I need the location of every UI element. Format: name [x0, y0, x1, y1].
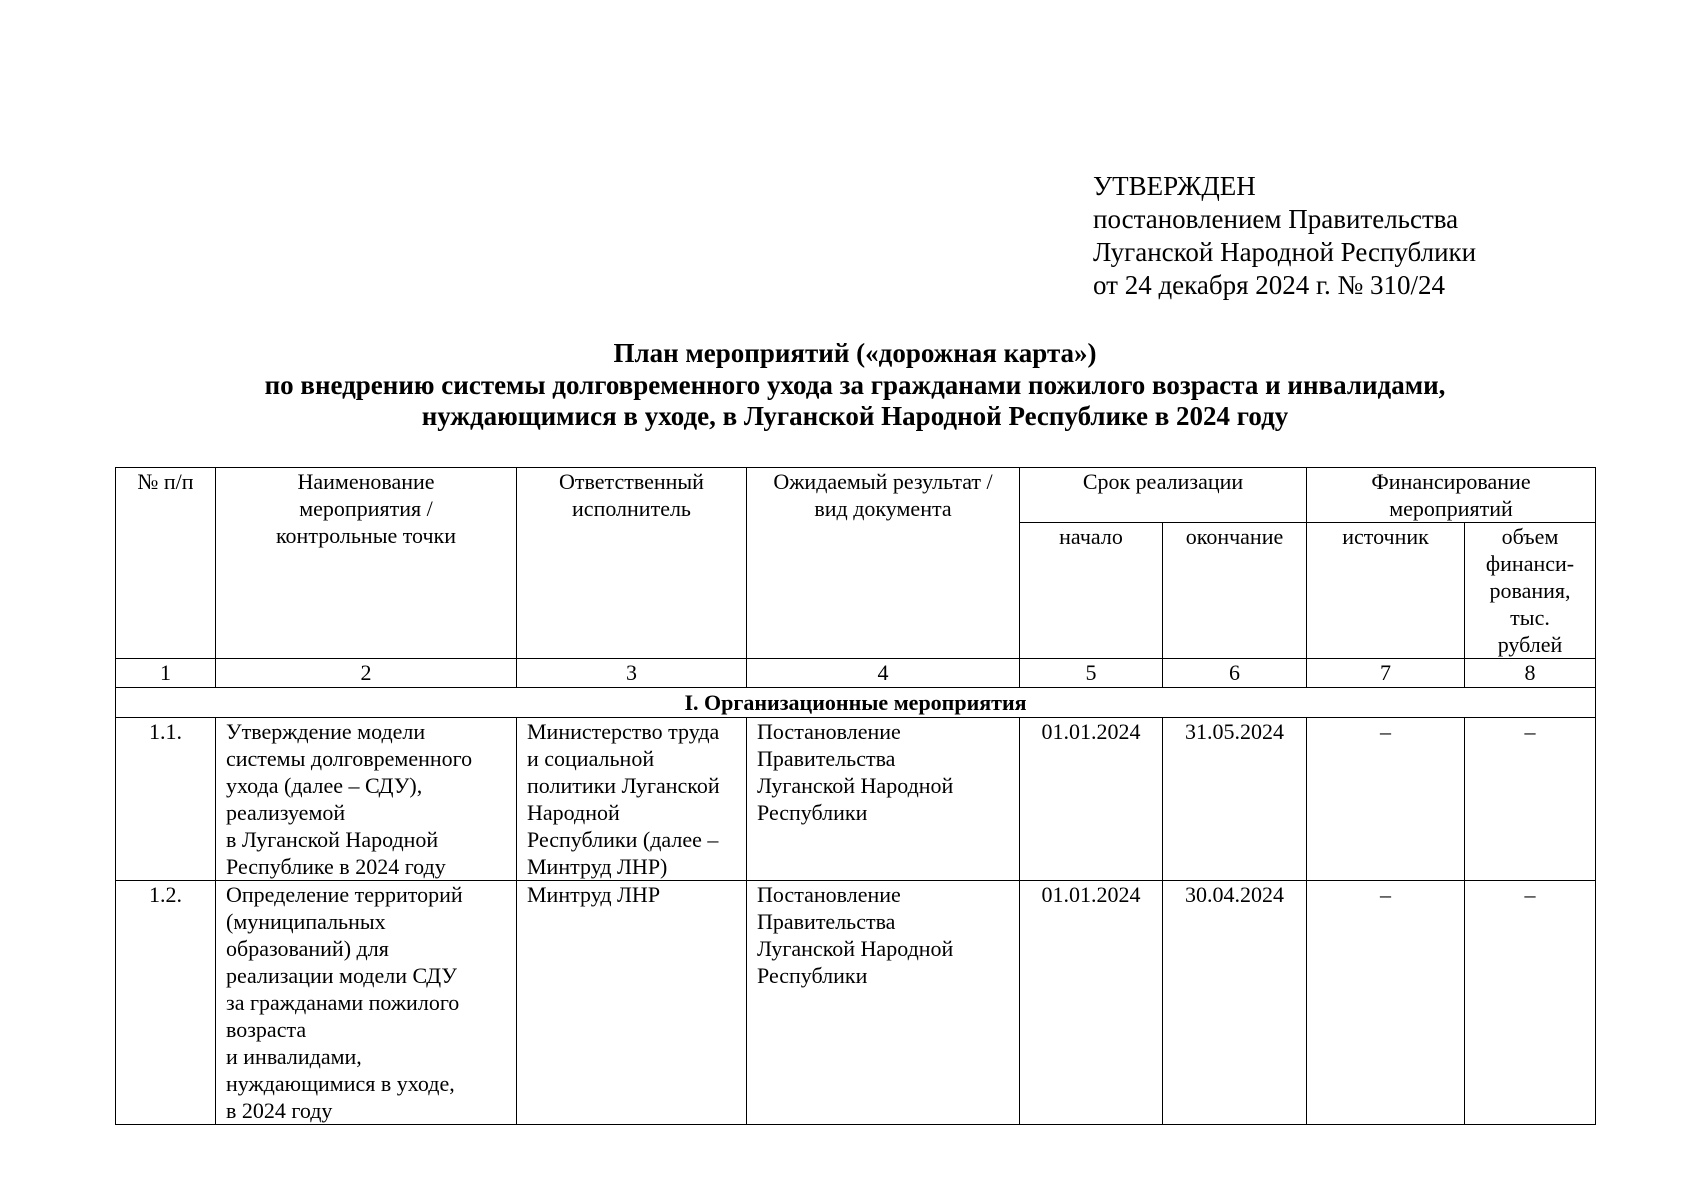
row-name-line: образований) для [226, 936, 389, 961]
section-title: I. Организационные мероприятия [116, 688, 1596, 718]
row-executor [517, 881, 747, 1125]
title-line-1: План мероприятий («дорожная карта») [613, 338, 1097, 368]
column-number: 3 [517, 659, 747, 688]
header-financing-line: Финансирование [1371, 469, 1531, 494]
header-volume-line: объем [1501, 524, 1559, 549]
header-volume-line: рования, [1489, 578, 1571, 603]
header-result-line: Ожидаемый результат / [773, 469, 993, 494]
row-name [216, 718, 517, 881]
row-name-line: (муниципальных [226, 909, 386, 934]
row-result-line: Луганской Народной [757, 936, 954, 961]
row-name-line: Республике в 2024 году [226, 854, 446, 879]
plan-table [115, 467, 1596, 1125]
header-start-label: начало [1059, 524, 1123, 549]
row-num: 1.1. [116, 718, 216, 881]
approval-stamp [1093, 170, 1476, 302]
header-name-line: мероприятия / [299, 496, 433, 521]
header-end [1163, 523, 1307, 659]
row-result-line: Правительства [757, 909, 896, 934]
header-end-label: окончание [1185, 524, 1284, 549]
row-name-line: в 2024 году [226, 1098, 333, 1123]
row-name [216, 881, 517, 1125]
row-volume: – [1465, 881, 1596, 1125]
row-executor-line: Министерство труда [527, 719, 720, 744]
row-executor [517, 718, 747, 881]
header-period-label: Срок реализации [1082, 469, 1244, 494]
row-result-line: Постановление [757, 882, 901, 907]
column-number: 8 [1465, 659, 1596, 688]
row-executor-line: Минтруд ЛНР) [527, 854, 668, 879]
row-start-date: 01.01.2024 [1020, 718, 1163, 881]
row-result [747, 881, 1020, 1125]
title-line-2: по внедрению системы долговременного ухода за гражданами пожилого возраста и инвалидами, [264, 369, 1446, 400]
header-num [116, 468, 216, 659]
row-executor-line: Республики (далее – [527, 827, 719, 852]
column-number-row [116, 659, 1596, 688]
header-source-label: источник [1342, 524, 1429, 549]
row-result-line: Луганской Народной [757, 773, 954, 798]
header-financing [1307, 468, 1596, 523]
row-name-line: за гражданами пожилого [226, 990, 460, 1015]
approval-line-date: от 24 декабря 2024 г. № 310/24 [1093, 270, 1446, 300]
table-row [116, 718, 1596, 881]
row-source: – [1307, 881, 1465, 1125]
header-source [1307, 523, 1465, 659]
approval-line-decree: постановлением Правительства [1093, 204, 1459, 234]
row-name-line: реализации модели СДУ [226, 963, 457, 988]
row-name-line: возраста [226, 1017, 307, 1042]
row-executor-line: Народной [527, 800, 620, 825]
row-name-line: и инвалидами, [226, 1044, 362, 1069]
row-num: 1.2. [116, 881, 216, 1125]
header-volume-line: финанси- [1485, 551, 1575, 576]
row-start-date: 01.01.2024 [1020, 881, 1163, 1125]
header-num-label: № п/п [137, 469, 194, 494]
row-result-line: Правительства [757, 746, 896, 771]
row-executor-line: Минтруд ЛНР [527, 882, 661, 907]
approval-line-republic: Луганской Народной Республики [1093, 237, 1477, 267]
header-volume [1465, 523, 1596, 659]
header-start [1020, 523, 1163, 659]
header-result-line: вид документа [814, 496, 952, 521]
approval-line-approved: УТВЕРЖДЕН [1093, 171, 1256, 201]
row-end-date: 30.04.2024 [1163, 881, 1307, 1125]
section-row [116, 688, 1596, 718]
header-period [1020, 468, 1307, 523]
header-executor-line: исполнитель [572, 496, 691, 521]
row-result [747, 718, 1020, 881]
column-number: 2 [216, 659, 517, 688]
header-volume-line: тыс. [1510, 605, 1550, 630]
row-name-line: системы долговременного [226, 746, 473, 771]
row-result-line: Республики [757, 963, 868, 988]
row-volume: – [1465, 718, 1596, 881]
header-result [747, 468, 1020, 659]
row-name-line: нуждающимися в уходе, [226, 1071, 455, 1096]
table-header-row [116, 468, 1596, 523]
title-line-3: нуждающимися в уходе, в Луганской Народной Республике в 2024 году [421, 401, 1289, 431]
row-end-date: 31.05.2024 [1163, 718, 1307, 881]
row-name-line: Определение территорий [226, 882, 463, 907]
row-result-line: Республики [757, 800, 868, 825]
row-name-line: ухода (далее – СДУ), [226, 773, 423, 798]
table-row [116, 881, 1596, 1125]
header-name-line: контрольные точки [275, 523, 457, 548]
row-name-line: в Луганской Народной [226, 827, 439, 852]
row-result-line: Постановление [757, 719, 901, 744]
column-number: 6 [1163, 659, 1307, 688]
column-number: 1 [116, 659, 216, 688]
header-executor-line: Ответственный [559, 469, 704, 494]
column-number: 4 [747, 659, 1020, 688]
row-source: – [1307, 718, 1465, 881]
row-executor-line: и социальной [527, 746, 655, 771]
row-executor-line: политики Луганской [527, 773, 720, 798]
column-number: 5 [1020, 659, 1163, 688]
header-financing-line: мероприятий [1389, 496, 1513, 521]
row-name-line: реализуемой [226, 800, 346, 825]
document-title [115, 338, 1595, 433]
header-name-line: Наименование [297, 469, 435, 494]
header-volume-line: рублей [1497, 632, 1563, 657]
header-executor [517, 468, 747, 659]
header-name [216, 468, 517, 659]
column-number: 7 [1307, 659, 1465, 688]
row-name-line: Утверждение модели [226, 719, 426, 744]
